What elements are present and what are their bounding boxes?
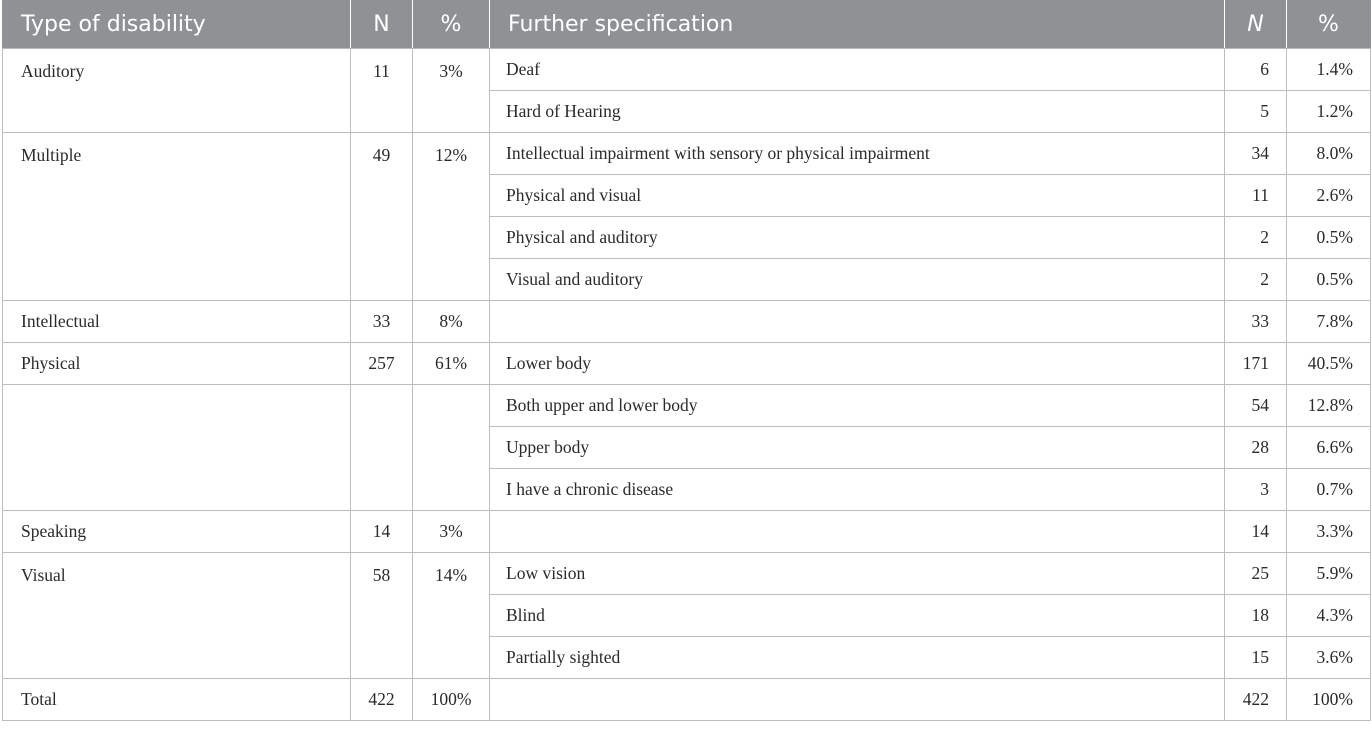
sub-percent-cell: 6.6%: [1287, 427, 1371, 469]
type-cell-speaking: Speaking: [3, 511, 351, 553]
sub-percent-cell: 1.2%: [1287, 91, 1371, 133]
table-row: [3, 49, 1371, 91]
disability-table: [2, 0, 1371, 721]
spec-cell: Physical and visual: [490, 175, 1225, 217]
percent-cell-auditory: 3%: [413, 49, 490, 133]
n-cell-physical: 257: [351, 343, 413, 385]
spec-cell: [490, 511, 1225, 553]
type-cell-physical: Physical: [3, 343, 351, 385]
empty-type-cell: [3, 385, 351, 511]
n-cell-total: 422: [351, 679, 413, 721]
sub-n-cell: 34: [1225, 133, 1287, 175]
sub-n-cell: 15: [1225, 637, 1287, 679]
sub-n-cell: 54: [1225, 385, 1287, 427]
table-row: [3, 511, 1371, 553]
sub-percent-cell: 7.8%: [1287, 301, 1371, 343]
sub-percent-cell: 0.5%: [1287, 217, 1371, 259]
empty-percent-cell: [413, 385, 490, 511]
percent-cell-total: 100%: [413, 679, 490, 721]
sub-percent-cell: 100%: [1287, 679, 1371, 721]
percent-cell-intellectual: 8%: [413, 301, 490, 343]
sub-n-cell: 5: [1225, 91, 1287, 133]
n-cell-speaking: 14: [351, 511, 413, 553]
table-row: [3, 385, 1371, 427]
table-row: [3, 553, 1371, 595]
spec-cell: Hard of Hearing: [490, 91, 1225, 133]
type-cell-multiple: Multiple: [3, 133, 351, 301]
empty-n-cell: [351, 385, 413, 511]
percent-cell-multiple: 12%: [413, 133, 490, 301]
table-row: [3, 301, 1371, 343]
sub-n-cell: 422: [1225, 679, 1287, 721]
sub-n-cell: 6: [1225, 49, 1287, 91]
sub-percent-cell: 12.8%: [1287, 385, 1371, 427]
sub-percent-cell: 0.5%: [1287, 259, 1371, 301]
header-sub-percent: %: [1287, 0, 1371, 49]
sub-n-cell: 33: [1225, 301, 1287, 343]
disability-table-container: [2, 0, 1370, 721]
type-cell-auditory: Auditory: [3, 49, 351, 133]
spec-cell: I have a chronic disease: [490, 469, 1225, 511]
n-cell-multiple: 49: [351, 133, 413, 301]
header-row: [3, 0, 1371, 49]
sub-percent-cell: 2.6%: [1287, 175, 1371, 217]
n-cell-intellectual: 33: [351, 301, 413, 343]
table-body: [3, 49, 1371, 721]
sub-n-cell: 25: [1225, 553, 1287, 595]
sub-n-cell: 171: [1225, 343, 1287, 385]
spec-cell: Upper body: [490, 427, 1225, 469]
sub-percent-cell: 3.3%: [1287, 511, 1371, 553]
total-row: [3, 679, 1371, 721]
type-cell-intellectual: Intellectual: [3, 301, 351, 343]
header-n: N: [351, 0, 413, 49]
spec-cell: Both upper and lower body: [490, 385, 1225, 427]
sub-percent-cell: 5.9%: [1287, 553, 1371, 595]
sub-percent-cell: 40.5%: [1287, 343, 1371, 385]
percent-cell-speaking: 3%: [413, 511, 490, 553]
sub-n-cell: 18: [1225, 595, 1287, 637]
sub-n-cell: 2: [1225, 217, 1287, 259]
spec-cell: Intellectual impairment with sensory or physical impairment: [490, 133, 1225, 175]
spec-cell: Low vision: [490, 553, 1225, 595]
spec-cell: Visual and auditory: [490, 259, 1225, 301]
sub-percent-cell: 4.3%: [1287, 595, 1371, 637]
sub-percent-cell: 3.6%: [1287, 637, 1371, 679]
spec-cell: Partially sighted: [490, 637, 1225, 679]
sub-n-cell: 14: [1225, 511, 1287, 553]
type-cell-visual: Visual: [3, 553, 351, 679]
table-row: [3, 343, 1371, 385]
spec-cell: Deaf: [490, 49, 1225, 91]
spec-cell: [490, 679, 1225, 721]
percent-cell-physical: 61%: [413, 343, 490, 385]
sub-n-cell: 11: [1225, 175, 1287, 217]
table-row: [3, 133, 1371, 175]
spec-cell: [490, 301, 1225, 343]
table-header: [3, 0, 1371, 49]
n-cell-auditory: 11: [351, 49, 413, 133]
spec-cell: Blind: [490, 595, 1225, 637]
sub-percent-cell: 8.0%: [1287, 133, 1371, 175]
header-type-of-disability: Type of disability: [3, 0, 351, 49]
spec-cell: Lower body: [490, 343, 1225, 385]
header-sub-n: N: [1225, 0, 1287, 49]
sub-n-cell: 28: [1225, 427, 1287, 469]
type-cell-total: Total: [3, 679, 351, 721]
n-cell-visual: 58: [351, 553, 413, 679]
sub-percent-cell: 1.4%: [1287, 49, 1371, 91]
header-further-specification: Further specification: [490, 0, 1225, 49]
percent-cell-visual: 14%: [413, 553, 490, 679]
sub-percent-cell: 0.7%: [1287, 469, 1371, 511]
sub-n-cell: 2: [1225, 259, 1287, 301]
header-percent: %: [413, 0, 490, 49]
sub-n-cell: 3: [1225, 469, 1287, 511]
spec-cell: Physical and auditory: [490, 217, 1225, 259]
